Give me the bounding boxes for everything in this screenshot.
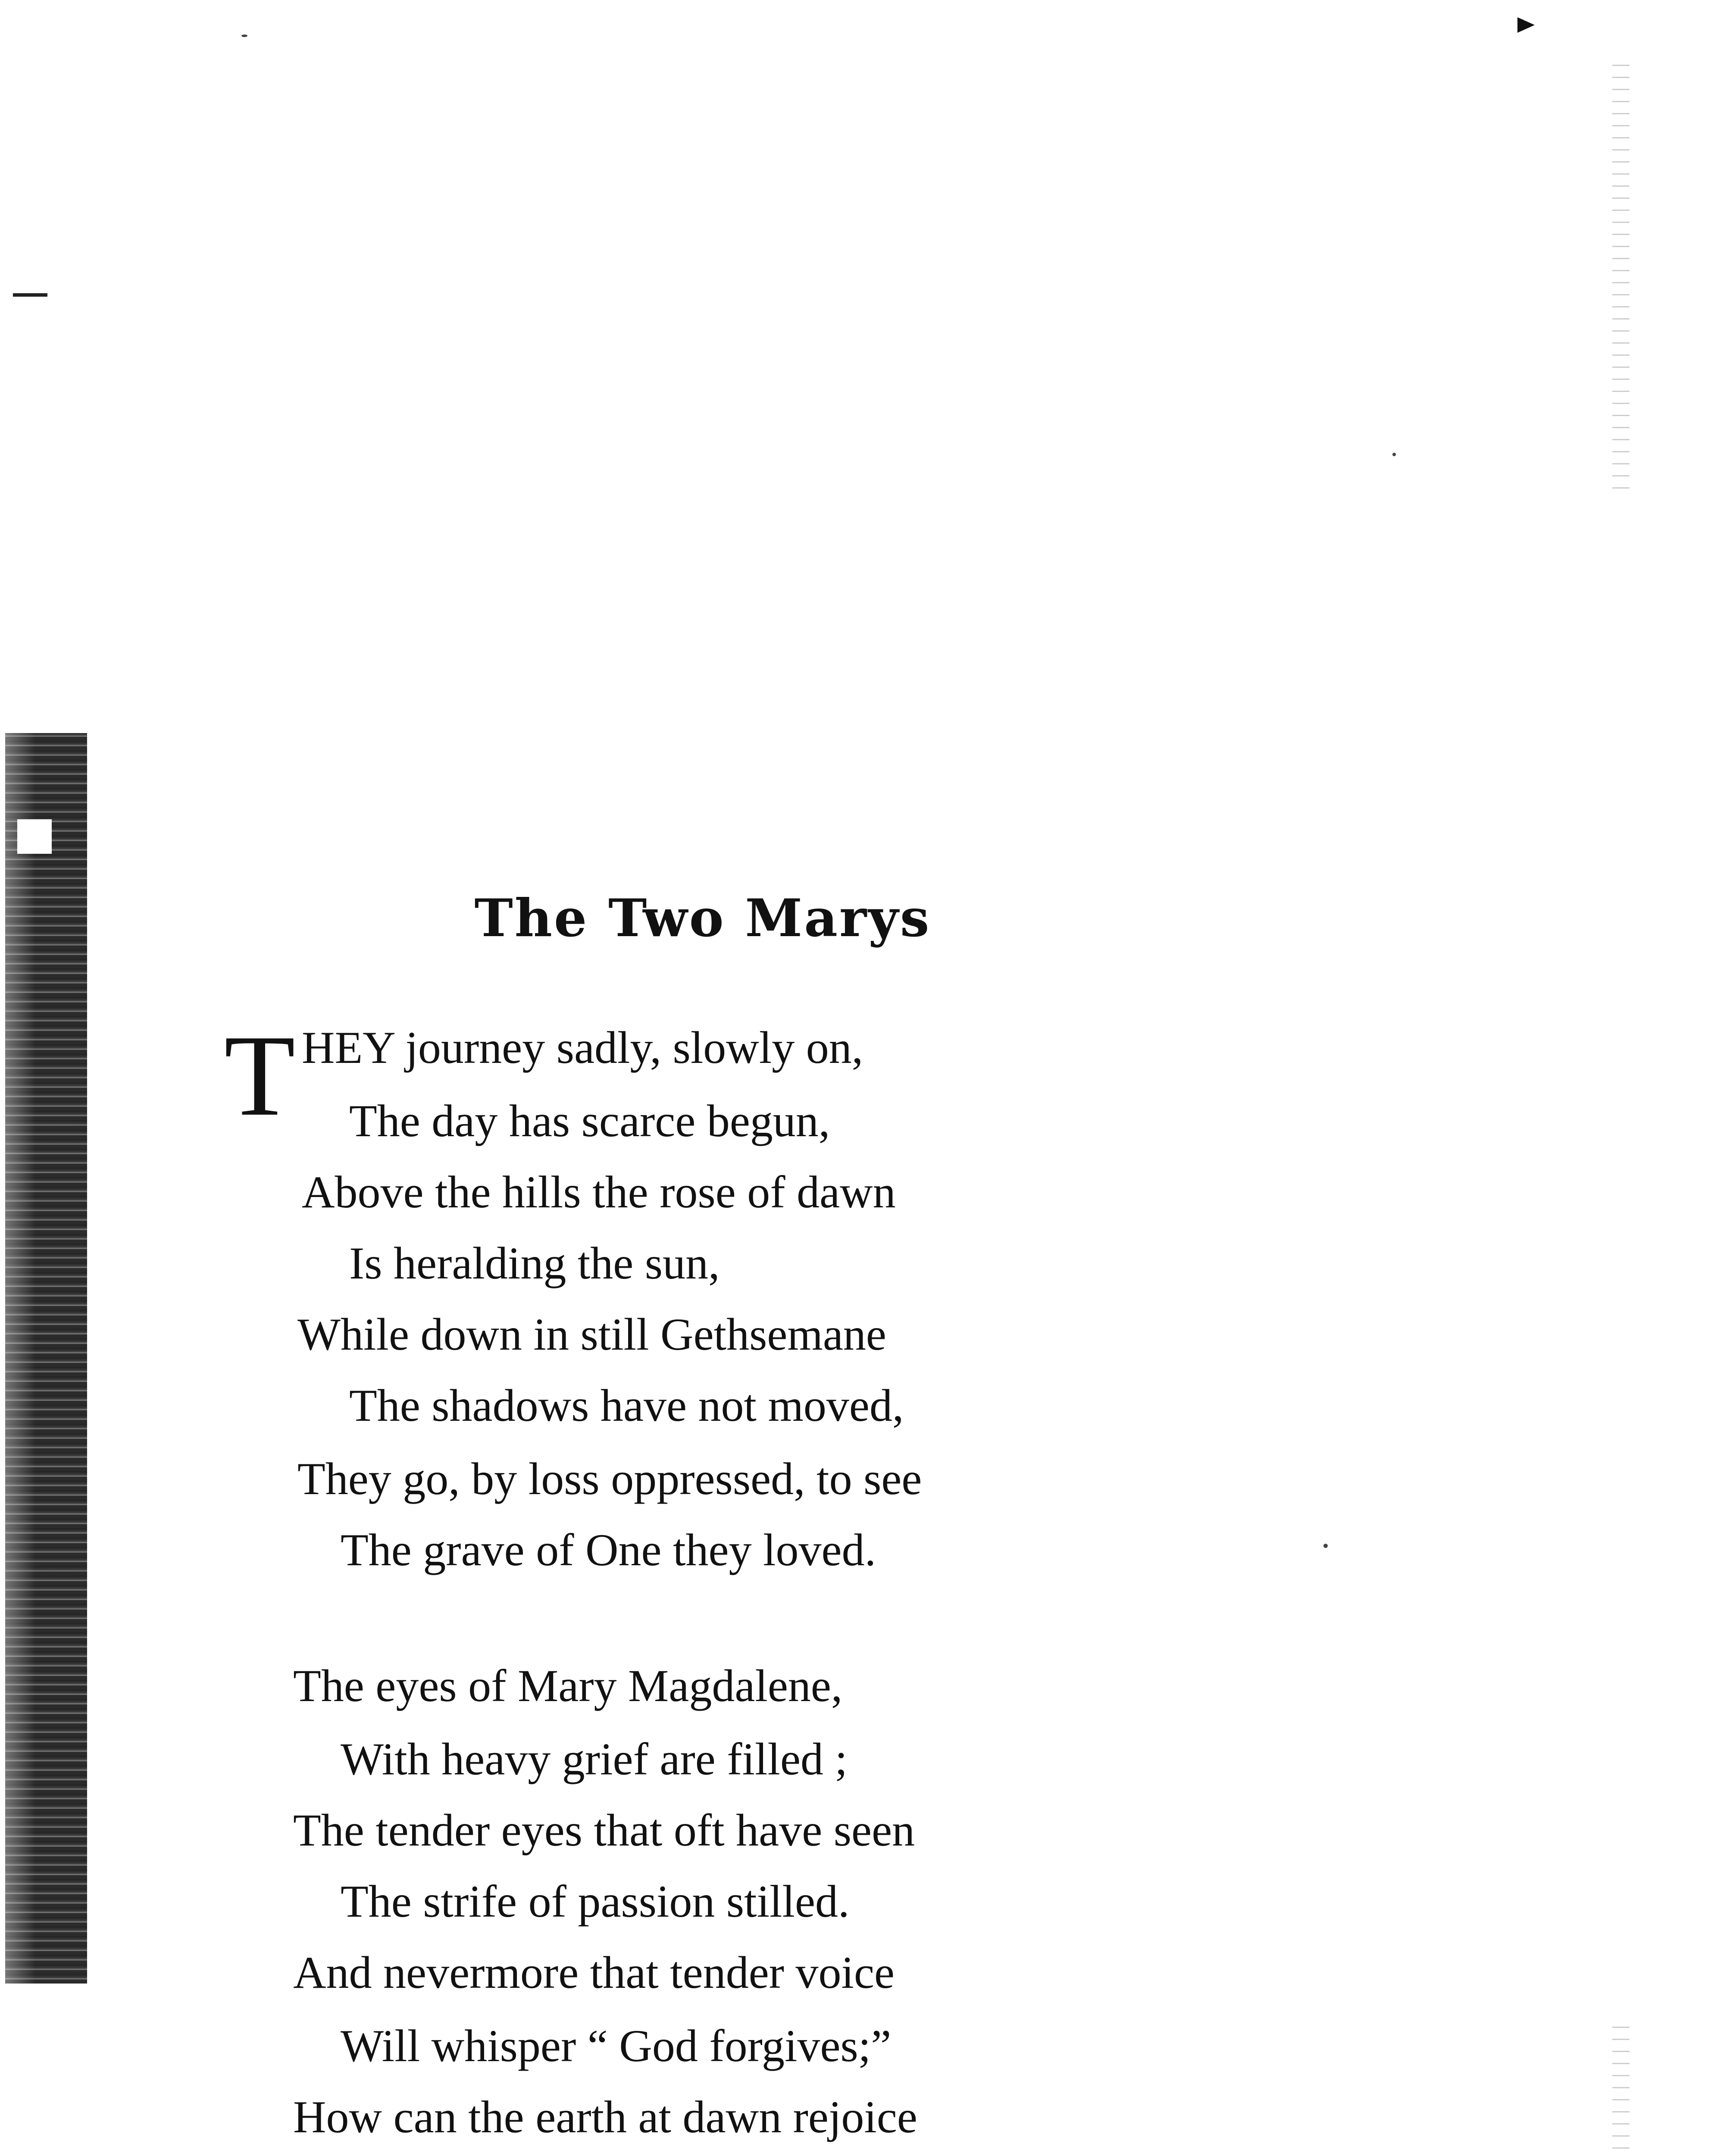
drop-cap: T — [224, 1011, 295, 1140]
poem-line: They go, by loss oppressed, to see — [297, 1454, 922, 1504]
poem-line: The eyes of Mary Magdalene, — [293, 1661, 843, 1711]
speck — [1323, 1544, 1328, 1548]
poem-line: The grave of One they loved. — [341, 1525, 876, 1575]
margin-mark — [13, 293, 47, 297]
poem-line: The day has scarce begun, — [349, 1096, 830, 1146]
scan-noise-top — [1612, 65, 1630, 496]
corner-arrow-icon — [1517, 17, 1535, 33]
poem-line: The shadows have not moved, — [349, 1380, 904, 1431]
poem-line: The tender eyes that oft have seen — [293, 1805, 915, 1855]
poem-line: Is heralding the sun, — [349, 1238, 720, 1288]
poem-line: With heavy grief are filled ; — [341, 1734, 848, 1784]
binding-notch — [17, 819, 52, 854]
poem-line: HEY journey sadly, slowly on, — [302, 1022, 863, 1073]
speck — [241, 34, 247, 37]
poem-line: Will whisper “ God forgives;” — [341, 2021, 891, 2071]
poem-line: While down in still Gethsemane — [297, 1309, 886, 1360]
speck — [1392, 453, 1396, 456]
poem-line: And nevermore that tender voice — [293, 1947, 895, 1998]
poem-line: The strife of passion stilled. — [341, 1876, 850, 1927]
scan-noise-bottom — [1612, 2027, 1630, 2156]
poem-line: Above the hills the rose of dawn — [302, 1167, 896, 1217]
poem-line: How can the earth at dawn rejoice — [293, 2092, 917, 2142]
poem-title: The Two Marys — [474, 888, 931, 949]
